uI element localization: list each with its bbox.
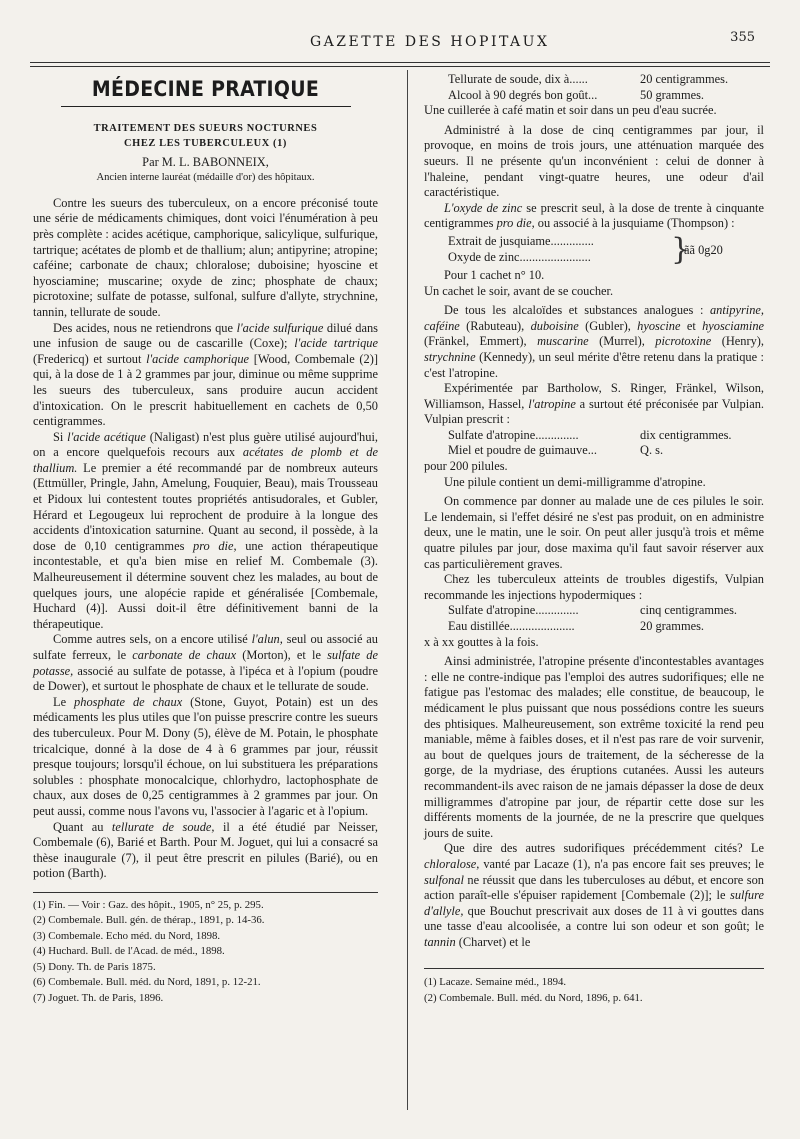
- paragraph: De tous les alcaloïdes et substances analogues : antipyrine, caféine (Rabuteau), duboisine (Gubler), hyoscine et hyosciamine (Fränkel, Emmert), muscarine (Murrel), picrotoxine (Henry), strychnine (Kennedy), un seul mérite d'être retenu dans la pratique : c'est l'atropine.: [424, 303, 765, 380]
- recipe-brace-block: Extrait de jusquiame.............. Oxyde de zinc....................... } ãã 0g20: [448, 231, 723, 267]
- paragraph: Comme autres sels, on a encore utilisé l'alun, seul ou associé au sulfate ferreux, le carbonate de chaux (Morton), et le sulfate de potasse, associé au sulfate de potasse, à l'ipéca et à l'opium (poudre de Dower), et surtout le phosphate de chaux et le tellurate de soude.: [33, 632, 378, 694]
- footnote: (6) Combemale. Bull. méd. du Nord, 1891, p. 12-21.: [33, 976, 261, 989]
- recipe-note: Une cuillerée à café matin et soir dans un peu d'eau sucrée.: [424, 103, 717, 118]
- recipe-line: Sulfate d'atropine.............. cinq centigrammes.: [448, 603, 738, 618]
- paragraph: Contre les sueurs des tuberculeux, on a encore préconisé toute une série de médicaments chimiques, dont voici l'énumération à peu près complète : acides acétique, camphorique, salicylique, sulfurique, tartrique; acétates de plomb et de thallium; alun; antipyrine; atropine; caféine; carbonate de chaux; chloralose; duboisine; hyoscine et hyosciamine; muscarine; oxyde de zinc; phosphate de chaux; picrotoxine; sulfate de potasse, sulfonal, sulfure d'allyte, strychnine, tannin, tellurate de soude.: [33, 195, 378, 319]
- author-byline: Par M. L. BABONNEIX,: [142, 154, 269, 169]
- left-column: [33, 72, 378, 1006]
- footnotes: [33, 898, 378, 1007]
- paragraph: Ainsi administrée, l'atropine présente d'incontestables avantages : elle ne contre-indique pas l'emploi des autres sudorifiques; elle ne fatigue pas l'estomac des malades; elle constitue, de beaucoup, le médicament le plus puissant que nous possédions contre les sueurs des phtisiques. Malheureusement, son extrême toxicité la rend peu maniable, même à faibles doses, et il n'est pas rare de voir survenir, au bout de quelques jours de traitement, de la sécheresse de la gorge, de la mydriase, des éruptions cutanées. Aussi les auteurs recommandent-ils avec raison de ne jamais dépasser la dose de deux milligrammes d'atropine par jour, de répartir cette dose sur les différents moments de la journée, de ne la prescrire que quelques jours de suite.: [424, 654, 764, 840]
- right-column: [424, 72, 764, 1006]
- page-number: 355: [730, 30, 755, 45]
- recipe-note: pour 200 pilules.: [424, 459, 508, 474]
- footnotes: [424, 975, 764, 1006]
- recipe-note: Un cachet le soir, avant de se coucher.: [424, 283, 614, 298]
- recipe-line: Tellurate de soude, dix à...... 20 centigrammes.: [448, 72, 729, 86]
- footnote-rule: [33, 892, 378, 893]
- paragraph: Expérimentée par Bartholow, S. Ringer, Fränkel, Wilson, Williamson, Hassel, l'atropine a surtout été préconisée par Vulpian. Vulpian prescrit :: [424, 381, 764, 427]
- section-title: MÉDECINE PRATIQUE: [91, 77, 320, 101]
- article-title-line2: CHEZ LES TUBERCULEUX (1): [124, 137, 287, 149]
- recipe-note: x à xx gouttes à la fois.: [424, 634, 539, 649]
- recipe-note: Une pilule contient un demi-milligramme d'atropine.: [444, 474, 706, 489]
- recipe-line: Alcool à 90 degrés bon goût... 50 grammes.: [448, 87, 705, 102]
- paragraph: Le phosphate de chaux (Stone, Guyot, Potain) est un des médicaments les plus utiles que l'on puisse prescrire contre les sueurs des tuberculeux. Pour M. Dony (5), élève de M. Potain, le phosphate tricalcique, donné à la dose de 4 à 6 grammes par jour, réussit presque toujours; lorsqu'il échoue, on lui substituera les préparations solubles : phosphate monocalcique, chlorhydro, lactophosphate de chaux, aux doses de 0,25 centigrammes à 2 grammes par jour. On peut aussi, comme nous l'avons vu, l'associer à l'agaric et à l'opium.: [33, 694, 378, 818]
- footnote: (4) Huchard. Bull. de l'Acad. de méd., 1898.: [33, 945, 225, 958]
- footnote-rule: [424, 968, 764, 969]
- brace-glyph: }: [671, 231, 691, 267]
- footnote: (7) Joguet. Th. de Paris, 1896.: [33, 991, 164, 1004]
- recipe-line: Miel et poudre de guimauve... Q. s.: [448, 443, 664, 458]
- column-divider: [407, 70, 408, 1110]
- recipe-line: Sulfate d'atropine.............. dix centigrammes.: [448, 427, 732, 442]
- running-head: GAZETTE DES HOPITAUX: [310, 34, 550, 50]
- article-title-line1: TRAITEMENT DES SUEURS NOCTURNES: [93, 122, 318, 134]
- paragraph: Chez les tuberculeux atteints de troubles digestifs, Vulpian recommande les injections hypodermiques :: [424, 572, 764, 602]
- author-affiliation: Ancien interne lauréat (médaille d'or) des hôpitaux.: [96, 172, 315, 184]
- paragraph: Des acides, nous ne retiendrons que l'acide sulfurique dilué dans une infusion de sauge ou de cascarille (Coxe); l'acide tartrique (Fredericq) et surtout l'acide camphorique [Wood, Combemale (2)] qui, à la dose de 1 à 2 grammes par jour, diminue ou même supprime les sueurs des tuberculeux, sans produire aucun accident d'intoxication. On le prescrit habituellement en cachets de 0,50 centigrammes.: [33, 320, 378, 429]
- paragraph: On commence par donner au malade une de ces pilules le soir. Le lendemain, si l'effet désiré ne s'est pas produit, on en administre deux, une le matin, une le soir. On peut aller jusqu'à trois et même quatre pilules par jour, dose maxima qu'il faut savoir réserver aux cas particulièrement graves.: [424, 494, 764, 571]
- page-header: [40, 30, 755, 64]
- paragraph: Quant au tellurate de soude, il a été étudié par Neisser, Combemale (6), Barié et Barth. Pour M. Joguet, qui lui a consacré sa thèse inaugurale (7), il peut être prescrit en pilules (Barié), ou en potion (Barth).: [33, 819, 378, 881]
- article-title: [33, 121, 378, 151]
- footnote: (5) Dony. Th. de Paris 1875.: [33, 960, 156, 973]
- paragraph: Que dire des autres sudorifiques précédemment cités? Le chloralose, vanté par Lacaze (1), n'a pas encore fait ses preuves; le sulfonal ne réussit que dans les tuberculoses au début, et encore son action paraît-elle s'épuiser rapidement [Combemale (2)]; le sulfure d'allyle, que Bouchut prescrivait aux doses de 11 à vi gouttes dans une tasse d'eau alcoolisée, a contre lui son odeur et son goût; le tannin (Charvet) et le: [424, 841, 764, 949]
- footnote: (1) Lacaze. Semaine méd., 1894.: [424, 976, 567, 989]
- recipe-note: Pour 1 cachet n° 10.: [444, 267, 545, 282]
- paragraph: L'oxyde de zinc se prescrit seul, à la dose de trente à cinquante centigrammes pro die, ou associé à la jusquiame (Thompson) :: [424, 200, 765, 231]
- section-title-rule: [61, 106, 351, 107]
- paragraph: Administré à la dose de cinq centigrammes par jour, il provoque, en moins de trois jours, une atténuation marquée des sueurs. Il ne présente qu'un inconvénient : celui de donner à l'haleine, pendant vingt-quatre heures, une odeur d'ail caractéristique.: [424, 122, 764, 200]
- recipe-line: Eau distillée..................... 20 grammes.: [448, 619, 705, 633]
- paragraph: Si l'acide acétique (Naligast) n'est plus guère utilisé aujourd'hui, on a encore quelquefois recours aux acétates de plomb et de thallium. Le premier a été recommandé par de nombreux auteurs (Ettmüller, Pringle, Jahn, Amelung, Fouquier, Beau), mais Trousseau et Pidoux lui contestent toutes propriétés antisudorales, et Gubler, Hérard et Legougeux lui reprochent de produire à la longue des accidents d'intoxication saturnine. Quant au second, il possède, à la dose de 0,10 centigrammes pro die, une action thérapeutique incontestable, et qu'a bien mise en relief M. Combemale (3). Malheureusement il détermine souvent chez les malades, au bout de quelques jours, une alopécie rapide et généralisée [Combemale, Huchard (4)]. Aussi doit-il être définitivement banni de la thérapeutique.: [33, 429, 379, 631]
- footnote: (2) Combemale. Bull. méd. du Nord, 1896, p. 641.: [424, 991, 643, 1004]
- footnote: (1) Fin. — Voir : Gaz. des hôpit., 1905, n° 25, p. 295.: [33, 898, 264, 911]
- footnote: (3) Combemale. Echo méd. du Nord, 1898.: [33, 929, 221, 942]
- footnote: (2) Combemale. Bull. gén. de thérap., 1891, p. 14-36.: [33, 914, 265, 927]
- header-rule: [30, 62, 770, 67]
